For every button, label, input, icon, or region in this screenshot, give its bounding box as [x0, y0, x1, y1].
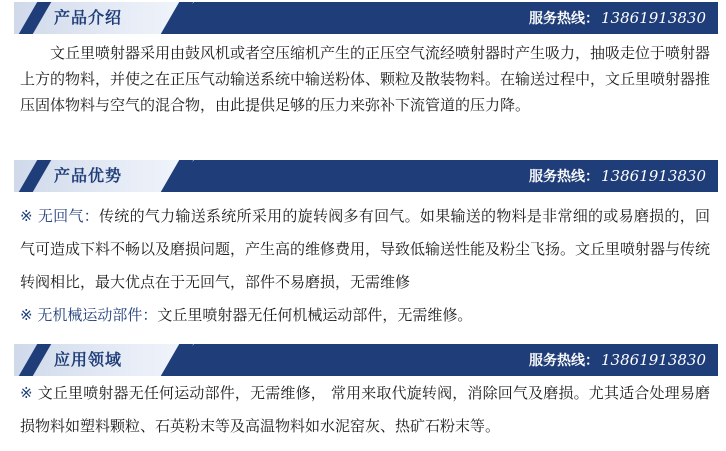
hotline-number: 13861913830 [601, 167, 706, 185]
hotline [529, 2, 706, 34]
hotline-label: 服务热线： [529, 169, 600, 185]
applications-paragraph [20, 377, 710, 443]
advantage-item-no-moving-parts [20, 299, 710, 332]
section-title: 产品优势 [54, 166, 123, 185]
hotline-number: 13861913830 [601, 9, 706, 27]
application-mark: ※ [20, 384, 38, 402]
hotline-number: 13861913830 [601, 351, 706, 369]
section-title: 产品介绍 [54, 8, 123, 27]
advantage-mark: ※ 无机械运动部件： [20, 306, 158, 324]
section-header-intro [14, 2, 718, 34]
advantages-list [20, 200, 710, 332]
advantage-mark: ※ 无回气： [20, 207, 100, 225]
advantage-text: 传统的气力输送系统所采用的旋转阀多有回气。如果输送的物料是非常细的或易磨损的，回气可造成下料不畅以及磨损问题，产生高的维修费用，导致低输送性能及粉尘飞扬。文丘里喷射器与传统转阀相比，最大优点在于无回气，部件不易磨损，无需维修 [20, 207, 711, 291]
section-header-advantages [14, 160, 718, 192]
intro-paragraph: 文丘里喷射器采用由鼓风机或者空压缩机产生的正压空气流经喷射器时产生吸力，抽吸走位于喷射器上方的物料，并使之在正压气动输送系统中输送粉体、颗粒及散装物料。在输送过程中，文丘里喷射器推压固体物料与空气的混合物，由此提供足够的压力来弥补下流管道的压力降。 [20, 44, 711, 114]
advantage-text: 文丘里喷射器无任何机械运动部件，无需维修。 [157, 306, 473, 324]
hotline [529, 344, 706, 376]
section-title: 应用领域 [54, 350, 123, 369]
section-header-applications [14, 344, 718, 376]
hotline-label: 服务热线： [529, 353, 600, 369]
advantage-item-no-backflow [20, 200, 710, 299]
application-text: 文丘里喷射器无任何运动部件，无需维修， 常用来取代旋转阀，消除回气及磨损。尤其适合处理易磨损物料如塑料颗粒、石英粉末等及高温物料如水泥窑灰、热矿石粉末等。 [20, 384, 710, 435]
hotline [529, 160, 706, 192]
hotline-label: 服务热线： [529, 11, 600, 27]
